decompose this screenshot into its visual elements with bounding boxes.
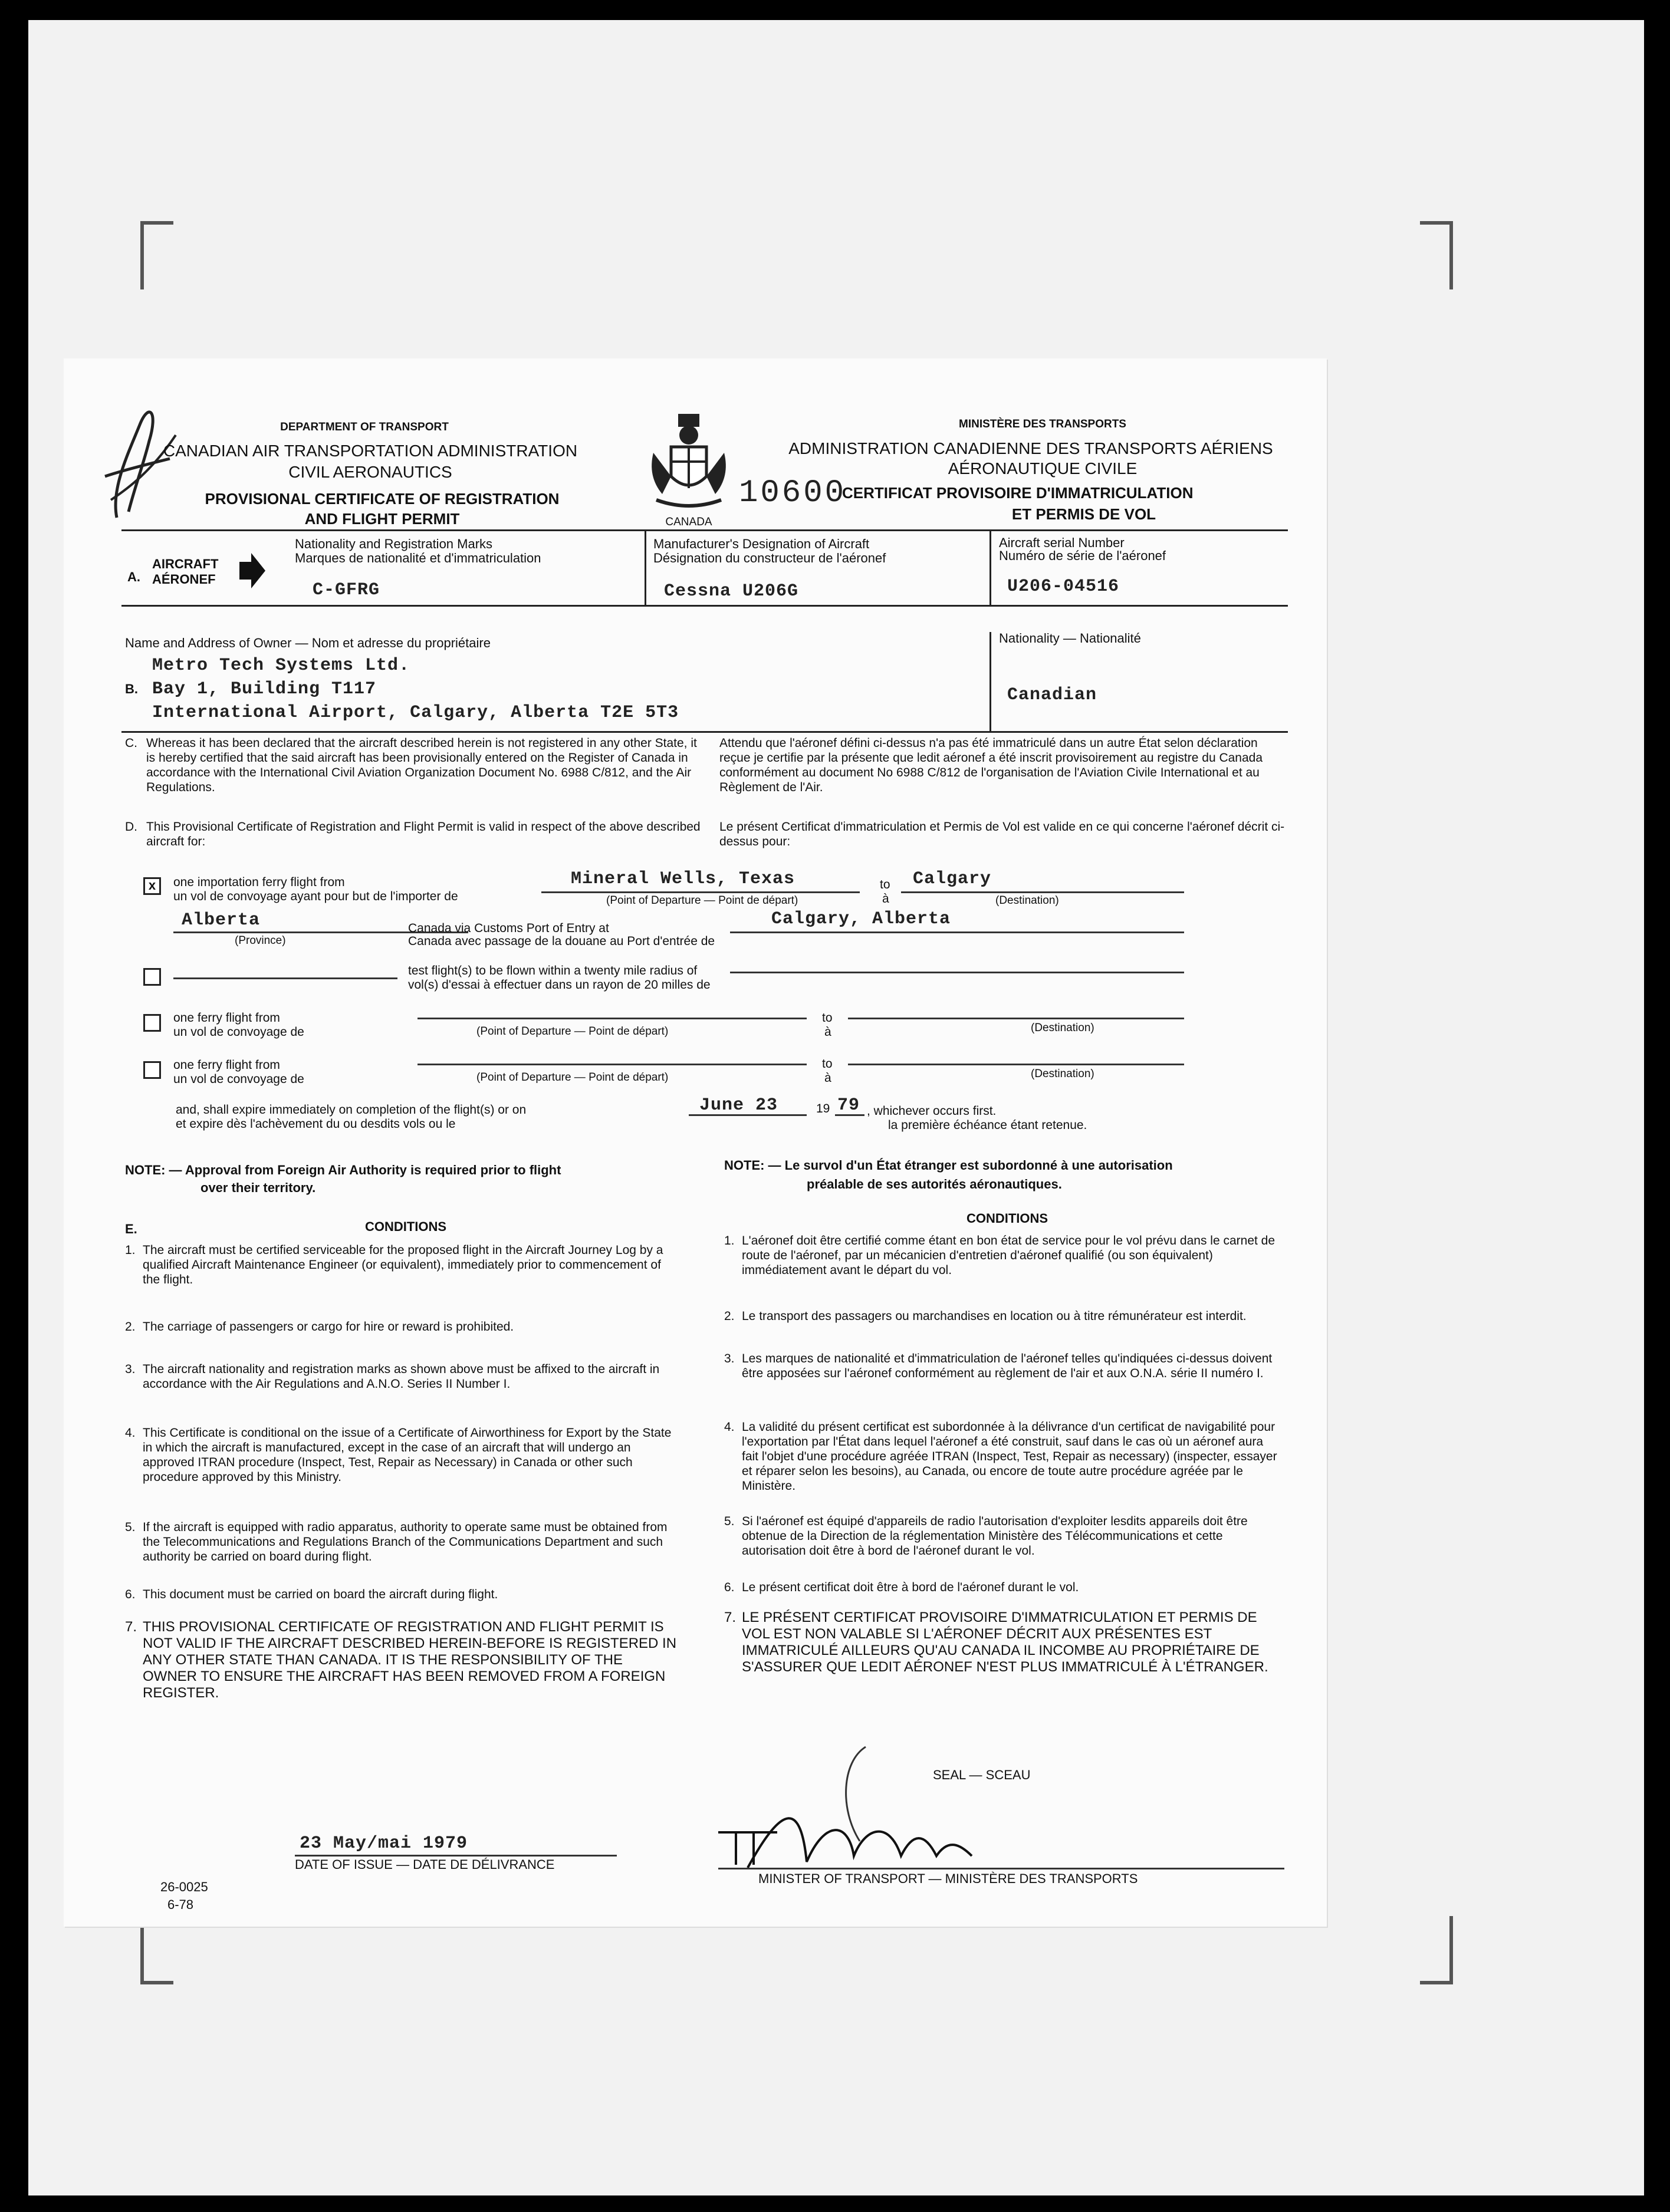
customs-fr: Canada avec passage de la douane au Port d'entrée de [408,934,715,948]
condition-fr-6 [724,1580,1278,1595]
province-value: Alberta [182,910,261,930]
condition-en-6 [125,1587,679,1602]
condition-text: The aircraft must be certified serviceable for the proposed flight in the Aircraft Journey Log by a qualified Aircraft Maintenance Engineer (or equivalent), immediately prior to commencement of the flight. [143,1243,663,1286]
condition-text: Si l'aéronef est équipé d'appareils de radio l'autorisation d'exploiter lesdits appareils doit être obtenue de la Direction de la réglementation Ministère des Télécommunications et cette autorisation doit être à bord de l'aéronef durant le vol. [742,1515,1248,1558]
condition-number: 1. [125,1243,136,1257]
dept-fr: MINISTÈRE DES TRANSPORTS [959,418,1126,430]
condition-number: 5. [724,1515,735,1528]
conditions-title-en: CONDITIONS [364,1219,447,1234]
condition-number: 3. [125,1362,136,1376]
condition-number: 6. [125,1588,136,1601]
note-en-1: NOTE: — Approval from Foreign Air Authority is required prior to flight [125,1163,561,1177]
marks-label-en: Nationality and Registration Marks [295,536,493,551]
owner-label: Name and Address of Owner — Nom et adresse du propriétaire [125,636,491,650]
marks-label-fr: Marques de nationalité et d'immatriculation [295,551,541,565]
branch-fr: AÉRONAUTIQUE CIVILE [948,459,1138,478]
condition-text: The carriage of passengers or cargo for hire or reward is prohibited. [143,1320,514,1334]
customs-value: Calgary, Alberta [771,909,951,929]
condition-fr-2 [724,1309,1278,1324]
form-number: 26-0025 [160,1879,208,1894]
section-d-letter: D. [125,820,137,834]
condition-en-1 [125,1243,679,1287]
to-label-2: to [822,1011,833,1025]
test-flight-checkbox[interactable] [143,968,161,986]
title-en-1: PROVISIONAL CERTIFICATE OF REGISTRATION [205,490,560,508]
title-fr-2: ET PERMIS DE VOL [1011,505,1156,523]
condition-text: If the aircraft is equipped with radio apparatus, authority to operate same must be obtained from the Telecommunications and Regulations Branch of the Communications Department and such authority be carried on board during flight. [143,1520,668,1563]
opt3-fr: un vol de convoyage de [173,1025,304,1039]
opt2-en: test flight(s) to be flown within a twenty mile radius of [408,964,698,977]
condition-number: 4. [724,1420,735,1434]
manufacturer-value: Cessna U206G [664,581,799,601]
condition-text: The aircraft nationality and registration marks as shown above must be affixed to the aircraft in accordance with the Air Regulations and A.N.O. Series II Number I. [143,1362,660,1391]
condition-number: 4. [125,1426,136,1440]
ferry-from-line-2 [418,1064,807,1065]
whichever-en: , whichever occurs first. [867,1104,997,1118]
destination-label: (Destination) [995,894,1059,907]
rule [121,605,1288,607]
condition-text: Le présent certificat doit être à bord de l'aéronef durant le vol. [742,1581,1079,1594]
condition-fr-4 [724,1420,1278,1493]
expiry-date-value: June 23 [699,1095,778,1115]
seal-label: SEAL — SCEAU [933,1767,1031,1782]
departure-value: Mineral Wells, Texas [571,869,795,889]
condition-en-4 [125,1426,679,1484]
branch-en: CIVIL AERONAUTICS [288,463,452,481]
certificate-form [64,358,1327,1927]
note-en-2: over their territory. [200,1180,316,1195]
condition-number: 7. [125,1619,137,1635]
destination-label-3: (Destination) [1031,1068,1094,1080]
minister-signature-icon [712,1797,1031,1874]
opt1-fr: un vol de convoyage ayant pour but de l'importer de [173,890,458,903]
serial-label-en: Aircraft serial Number [999,535,1125,550]
dept-en: DEPARTMENT OF TRANSPORT [280,421,449,433]
condition-text: Le transport des passagers ou marchandises en location ou à titre rémunérateur est interdit. [742,1309,1247,1323]
issue-date-value: 23 May/mai 1979 [300,1834,468,1854]
ferry-flight-checkbox-2[interactable] [143,1061,161,1079]
nationality-label: Nationality — Nationalité [999,631,1141,646]
point-departure-label: (Point of Departure — Point de départ) [606,894,798,907]
condition-text: L'aéronef doit être certifié comme étant en bon état de service pour le vol prévu dans le carnet de route de l'aéronef, par un mécanicien d'entretien d'aéronef qualifié (ou son équivalent) immédiatement avant le départ du vol. [742,1234,1275,1277]
aircraft-en: AIRCRAFT [152,557,219,571]
to-label: to [880,878,890,891]
condition-text: LE PRÉSENT CERTIFICAT PROVISOIRE D'IMMATRICULATION ET PERMIS DE VOL EST NON VALABLE SI L'AÉRONEF DÉCRIT AUX PRÉSENTES EST IMMATRICULÉ AILLEURS QU'AU CANADA IL INCOMBE AU PROPRIÉTAIRE DE S'ASSURER QUE LEDIT AÉRONEF N'EST PLUS IMMATRICULÉ À L'ÉTRANGER. [742,1609,1268,1675]
test-flight-line [173,977,397,979]
condition-number: 6. [724,1581,735,1594]
destination-value: Calgary [913,869,992,889]
canada-label: CANADA [665,516,712,528]
issue-date-label: DATE OF ISSUE — DATE DE DÉLIVRANCE [295,1857,555,1872]
vrule [989,632,991,732]
opt3-en: one ferry flight from [173,1011,280,1025]
condition-number: 5. [125,1520,136,1534]
condition-number: 3. [724,1352,735,1365]
opt4-fr: un vol de convoyage de [173,1072,304,1086]
arrow-right-icon [239,553,265,588]
point-departure-label-2: (Point of Departure — Point de départ) [476,1025,669,1038]
form-revision: 6-78 [167,1897,194,1912]
expire-en: and, shall expire immediately on completion of the flight(s) or on [176,1103,527,1117]
departure-line [541,891,860,893]
mfr-label-en: Manufacturer's Designation of Aircraft [653,536,870,551]
note-fr-1: NOTE: — Le survol d'un État étranger est subordonné à une autorisation [724,1158,1173,1173]
section-e-letter: E. [125,1222,137,1236]
condition-text: La validité du présent certificat est subordonnée à la délivrance d'un certificat de navigabilité pour l'exportation par l'État dans lequel l'aéronef a été construit, sauf dans le cas où un aéronef aura fait l'objet d'une procédure agréée ITRAN (Inspect, Test, Repair as necessary) (inspecter, essayer et réparer selon les besoins), au Canada, ou encore de toute autre procédure agréée par le Ministère. [742,1420,1277,1493]
note-fr-2: préalable de ses autorités aéronautiques. [807,1177,1062,1191]
condition-text: Les marques de nationalité et d'immatriculation de l'aéronef telles qu'indiquées ci-dessus doivent être apposées sur l'aéronef conformément au règlement de l'air et aux O.N.A. série II numéro I. [742,1352,1273,1380]
condition-number: 2. [724,1309,735,1323]
importation-ferry-checkbox[interactable]: x [143,877,161,895]
admin-en: CANADIAN AIR TRANSPORTATION ADMINISTRATION [163,442,578,460]
ferry-to-line-2 [848,1064,1184,1065]
ferry-flight-checkbox-1[interactable] [143,1014,161,1032]
condition-text: THIS PROVISIONAL CERTIFICATE OF REGISTRATION AND FLIGHT PERMIT IS NOT VALID IF THE AIRCRAFT DESCRIBED HEREIN-BEFORE IS REGISTERED IN ANY OTHER STATE THAN CANADA. IT IS THE RESPONSIBILITY OF THE OWNER TO ENSURE THE AIRCRAFT HAS BEEN REMOVED FROM A FOREIGN REGISTER. [143,1619,677,1701]
expire-fr: et expire dès l'achèvement du ou desdits vols ou le [176,1117,456,1131]
vrule [989,529,991,606]
mfr-label-fr: Désignation du constructeur de l'aéronef [653,551,886,565]
conditions-title-fr: CONDITIONS [966,1211,1048,1226]
condition-number: 1. [724,1234,735,1247]
section-a-letter: A. [127,570,140,584]
province-label: (Province) [235,934,286,947]
aircraft-fr: AÉRONEF [152,572,216,587]
registration-marks-value: C-GFRG [313,580,380,600]
condition-number: 2. [125,1320,136,1334]
condition-en-7 [125,1619,679,1701]
point-departure-label-3: (Point of Departure — Point de départ) [476,1071,669,1084]
minister-label: MINISTER OF TRANSPORT — MINISTÈRE DES TRANSPORTS [758,1871,1138,1886]
admin-fr: ADMINISTRATION CANADIENNE DES TRANSPORTS AÉRIENS [788,439,1273,457]
vrule [645,529,646,606]
aircraft-serial-value: U206-04516 [1007,577,1120,597]
crop-mark-bottom-right [1420,1916,1453,1984]
century: 19 [816,1102,830,1115]
customs-en: Canada via Customs Port of Entry at [408,921,609,935]
condition-fr-3 [724,1351,1278,1381]
issue-date-line [295,1855,617,1857]
serial-stamp: 10600 [739,475,847,511]
radius-line [730,972,1184,973]
condition-fr-5 [724,1514,1278,1558]
section-d-text-fr: Le présent Certificat d'immatriculation et Permis de Vol est valide en ce qui concerne l'aéronef décrit ci-dessus pour: [719,820,1285,848]
rule [121,529,1288,531]
opt4-en: one ferry flight from [173,1058,280,1072]
customs-line [730,931,1184,933]
section-c-text-fr: Attendu que l'aéronef défini ci-dessus n'a pas été immatriculé dans un autre État selon déclaration reçue je certifie par la présente que ledit aéronef a été inscrit provisoirement au registre du Canada conformément au document No 6988 C/812 de l'organisation de l'Aviation Civile International et au Règlement de l'Air. [719,736,1263,794]
owner-line-1: Metro Tech Systems Ltd. [152,656,410,676]
opt2-fr: vol(s) d'essai à effectuer dans un rayon de 20 milles de [408,978,711,992]
condition-fr-7 [724,1609,1278,1676]
destination-label-2: (Destination) [1031,1022,1094,1034]
opt1-en: one importation ferry flight from [173,875,345,889]
condition-number: 7. [724,1609,737,1625]
a-label: à [882,892,889,906]
owner-line-3: International Airport, Calgary, Alberta T2E 5T3 [152,703,679,723]
signature-line [718,1868,1284,1869]
section-b-letter: B. [125,682,138,696]
condition-en-5 [125,1520,679,1564]
title-en-2: AND FLIGHT PERMIT [304,510,460,528]
a-label-2: à [824,1025,831,1039]
condition-fr-1 [724,1233,1278,1278]
crop-mark-top-left [140,221,173,289]
nationality-value: Canadian [1007,685,1097,705]
ferry-from-line-1 [418,1018,807,1019]
destination-line [901,891,1184,893]
condition-text: This document must be carried on board the aircraft during flight. [143,1588,498,1601]
section-c-letter: C. [125,736,137,750]
owner-line-2: Bay 1, Building T117 [152,679,377,699]
canada-coat-of-arms-icon [642,412,736,518]
serial-label-fr: Numéro de série de l'aéronef [999,548,1166,563]
section-d-text-en: This Provisional Certificate of Registration and Flight Permit is valid in respect of the above described aircraft for: [146,820,701,848]
condition-text: This Certificate is conditional on the issue of a Certificate of Airworthiness for Export by the State in which the aircraft is manufactured, except in the case of an aircraft that will undergo an approved ITRAN procedure (Inspect, Test, Repair as Necessary) in Canada or other such procedure approved by this Ministry. [143,1426,672,1484]
crop-mark-top-right [1420,221,1453,289]
condition-en-2 [125,1319,679,1334]
expiry-year-value: 79 [837,1095,860,1115]
rule [121,731,1288,733]
ferry-to-line-1 [848,1018,1184,1019]
a-label-3: à [824,1071,831,1085]
to-label-3: to [822,1057,833,1071]
title-fr-1: CERTIFICAT PROVISOIRE D'IMMATRICULATION [842,484,1194,502]
whichever-fr: la première échéance étant retenue. [888,1118,1087,1132]
condition-en-3 [125,1362,679,1391]
section-c-text-en: Whereas it has been declared that the aircraft described herein is not registered in any other State, it is hereby certified that the said aircraft has been provisionally entered on the Register of Canada in accordance with the International Civil Aviation Organization Document No. 6988 C/812, and the Air Regulations. [146,736,697,794]
